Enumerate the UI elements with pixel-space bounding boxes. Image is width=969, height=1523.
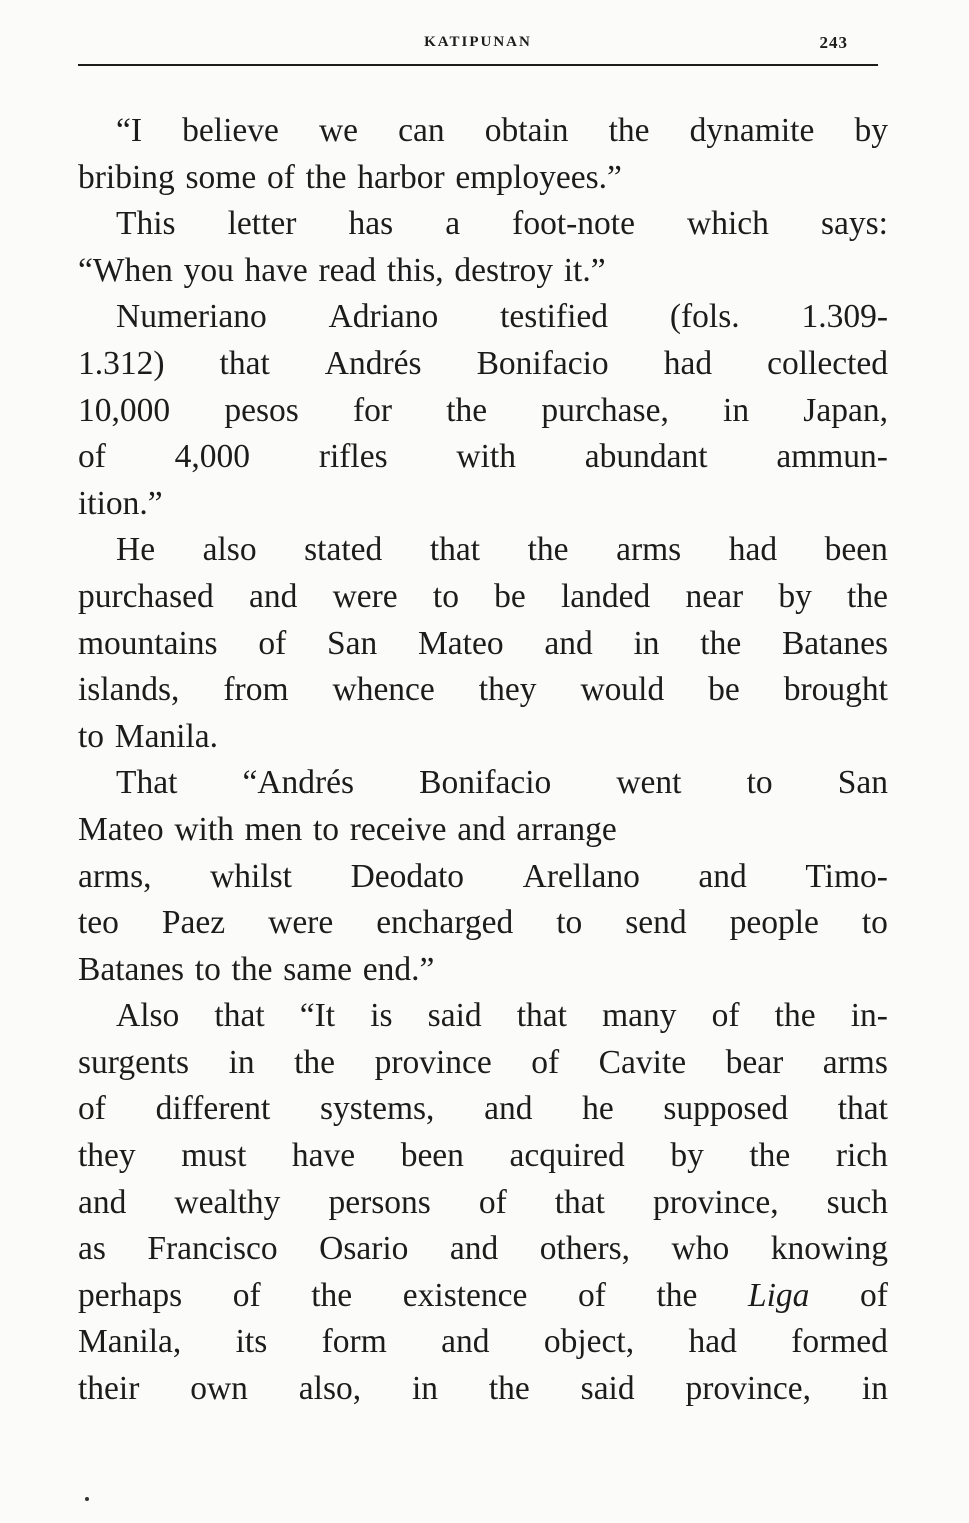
text-line [78,527,888,574]
word: and [249,577,298,615]
word: of [78,1090,106,1128]
word: as [78,1230,106,1268]
word: and [698,857,747,895]
word: form [321,1323,387,1361]
word: receive [349,810,447,848]
word: obtain [484,112,569,149]
text-line [78,854,888,901]
word: rich [835,1137,888,1175]
word: destroy [454,251,554,289]
word: its [235,1323,268,1361]
word: 4,000 [174,438,251,476]
word: be [708,671,740,709]
word: rifles [318,438,388,476]
text-line [78,248,888,295]
word: the [527,531,569,569]
word: purchased [78,577,214,615]
word: wealthy [174,1183,281,1221]
word: abundant [584,438,708,476]
word: send [625,904,687,942]
word: province, [653,1183,779,1221]
text-line [78,1133,888,1180]
word: in [723,391,750,429]
text-line [78,667,888,714]
word: had [728,531,778,569]
text-line [78,900,888,947]
word: their [78,1370,140,1408]
word: Liga [747,1276,810,1314]
word: men [244,810,303,848]
text-line [78,341,888,388]
word: islands, [78,671,180,709]
text-line [78,1226,888,1273]
word: and [457,810,506,848]
word: of [531,1043,560,1081]
word: Also [116,997,180,1035]
word: the [305,158,347,196]
word: by [854,112,888,149]
word: had [688,1323,737,1361]
word: who [671,1230,730,1268]
text-line [78,807,888,854]
word: purchase, [541,391,669,429]
word: the [700,624,742,662]
word: acquired [509,1137,625,1175]
text-line [78,1180,888,1227]
text-line [78,714,888,761]
word: whilst [210,857,292,895]
word: and [544,624,593,662]
word: formed [791,1323,888,1361]
word: collected [767,344,888,382]
word: is [370,997,393,1035]
word: to [432,577,459,615]
word: Arellano [522,857,640,895]
word: of [711,997,740,1035]
word: arrange [516,810,617,848]
word: by [778,577,812,615]
word: they [78,1137,136,1175]
word: systems, [319,1090,435,1128]
word: bribing [78,158,175,196]
word: were [268,904,334,942]
word: in [861,1370,888,1408]
word: Adriano [328,298,439,336]
word: such [826,1183,888,1221]
word: ition.” [78,484,163,522]
word: have [244,251,308,289]
word: has [348,205,394,243]
word: arms [822,1043,888,1081]
word: the [231,950,273,988]
word: Mateo [78,810,164,848]
word: Mateo [417,624,504,662]
word: stated [304,531,383,569]
word: people [729,904,819,942]
word: harbor [357,158,445,196]
running-title: KATIPUNAN [424,34,532,50]
word: the [446,391,488,429]
word: Batanes [78,950,185,988]
word: to [556,904,583,942]
word: surgents [78,1043,190,1081]
word: of [258,624,287,662]
word: 1.309- [801,298,888,336]
page-number: 243 [819,33,848,52]
word: pesos [224,391,299,429]
word: Francisco [147,1230,278,1268]
word: said [427,997,482,1035]
word: of [232,1276,261,1314]
word: been [824,531,888,569]
word: and [441,1323,490,1361]
word: that [554,1183,605,1221]
word: to [861,904,888,942]
word: of [266,158,295,196]
word: perhaps [78,1276,183,1314]
text-line [78,155,888,202]
word: we [318,112,359,149]
word: with [456,438,516,476]
word: by [670,1137,704,1175]
word: Manila, [78,1323,182,1361]
word: that [837,1090,888,1128]
word: be [494,577,526,615]
word: Timo- [805,857,888,895]
word: mountains [78,624,218,662]
text-line [78,574,888,621]
word: the [774,997,816,1035]
word: would [580,671,665,709]
word: that [219,344,270,382]
text-line [78,1273,888,1320]
word: it.” [563,251,606,289]
word: “Andrés [242,764,355,802]
word: supposed [663,1090,789,1128]
word: dynamite [689,112,815,149]
text-line [78,434,888,481]
word: arms [616,531,682,569]
word: you [183,251,234,289]
word: That [116,764,178,802]
word: says: [820,205,888,243]
word: that [214,997,265,1035]
word: knowing [770,1230,888,1268]
word: this, [386,251,444,289]
word: the [847,577,888,615]
word: object, [543,1323,635,1361]
word: near [685,577,744,615]
word: arms, [78,857,152,895]
word: of [860,1276,888,1314]
word: He [116,531,156,569]
word: foot-note [512,205,635,243]
text-line [78,1086,888,1133]
word: can [398,112,445,149]
word: in [633,624,660,662]
word: whence [332,671,435,709]
word: teo [78,904,119,942]
word: to [746,764,773,802]
word: Japan, [803,391,888,429]
word: Deodato [350,857,465,895]
word: ammun- [776,438,888,476]
running-head [78,34,878,54]
word: also, [298,1370,362,1408]
word: also [202,531,257,569]
word: testified [500,298,609,336]
word: same [283,950,353,988]
word: landed [560,577,651,615]
word: many [602,997,677,1035]
print-speck [85,1497,89,1501]
word: to [313,810,340,848]
word: Paez [161,904,226,942]
word: the [311,1276,353,1314]
word: with [174,810,234,848]
text-line [78,201,888,248]
word: a [445,205,461,243]
header-rule [78,64,878,66]
word: own [190,1370,248,1408]
word: letter [227,205,297,243]
word: (fols. [669,298,740,336]
word: said [580,1370,635,1408]
word: that [516,997,567,1035]
text-line [78,947,888,994]
text-line [78,993,888,1040]
body-text [78,108,888,1413]
word: Andrés [324,344,422,382]
text-line [78,481,888,528]
word: and [449,1230,499,1268]
word: which [687,205,769,243]
word: were [332,577,398,615]
word: of [478,1183,507,1221]
word: must [181,1137,247,1175]
text-line [78,760,888,807]
word: and [78,1183,127,1221]
word: the [488,1370,530,1408]
word: in- [850,997,888,1035]
word: brought [783,671,888,709]
word: 1.312) [78,344,165,382]
word: “I [116,112,143,149]
text-line [78,388,888,435]
word: persons [328,1183,431,1221]
word: in [228,1043,255,1081]
word: Osario [319,1230,409,1268]
word: the [294,1043,336,1081]
text-line [78,1040,888,1087]
word: of [577,1276,606,1314]
word: province, [685,1370,812,1408]
word: to [78,717,105,755]
word: from [223,671,289,709]
word: they [478,671,537,709]
text-line [78,1366,888,1413]
word: Bonifacio [419,764,552,802]
word: read [318,251,377,289]
word: encharged [376,904,514,942]
word: Batanes [781,624,888,662]
word: Cavite [598,1043,687,1081]
word: Bonifacio [476,344,609,382]
word: for [352,391,393,429]
word: of [78,438,106,476]
word: others, [539,1230,631,1268]
word: the [749,1137,791,1175]
word: went [616,764,682,802]
word: 10,000 [78,391,171,429]
word: San [837,764,888,802]
word: he [582,1090,614,1128]
word: Numeriano [116,298,267,336]
word: different [155,1090,271,1128]
word: and [484,1090,533,1128]
word: the [656,1276,698,1314]
word: believe [182,112,279,149]
word: that [429,531,481,569]
word: some [185,158,257,196]
word: employees.” [455,158,622,196]
word: existence [402,1276,528,1314]
word: been [400,1137,464,1175]
text-line [78,294,888,341]
word: San [326,624,378,662]
word: have [291,1137,356,1175]
word: province [374,1043,492,1081]
text-line [78,621,888,668]
word: had [663,344,713,382]
word: in [411,1370,439,1408]
word: “When [78,251,173,289]
text-line [78,1319,888,1366]
word: the [608,112,650,149]
text-line [78,108,888,155]
word: This [116,205,176,243]
word: Manila. [114,717,219,755]
word: end.” [362,950,435,988]
word: to [194,950,221,988]
word: bear [725,1043,784,1081]
word: “It [299,997,336,1035]
